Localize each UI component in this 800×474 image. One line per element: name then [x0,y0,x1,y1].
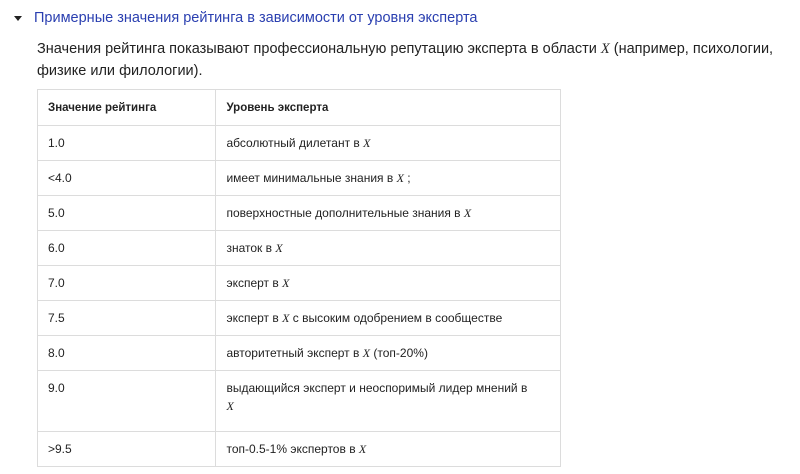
level-suffix: с высоким одобрением в сообществе [289,310,503,325]
level-variable: X [226,399,234,413]
level-variable: X [282,275,290,290]
level-text: поверхностные дополнительные знания в [226,205,464,220]
table-row [38,126,561,161]
level-variable: X [358,441,367,456]
level-text: топ-0.5-1% экспертов в [226,441,359,456]
level-variable: X [275,240,283,255]
rating-table [37,89,561,467]
level-cell [216,126,561,161]
table-row [38,161,561,196]
rating-cell: 8.0 [38,336,216,371]
level-text: эксперт в [226,275,283,290]
level-text: авторитетный эксперт в [226,345,363,360]
level-text: эксперт в [226,310,283,325]
intro-suffix: (например, психологии, физике или филологии). [37,41,774,79]
table-row [38,432,561,467]
table-row [38,266,561,301]
level-cell [216,231,561,266]
rating-cell: 7.0 [38,266,216,301]
table-row [38,336,561,371]
table-row [38,196,561,231]
rating-cell: <4.0 [38,161,216,196]
level-suffix: (топ-20%) [370,345,428,360]
level-cell [216,266,561,301]
rating-cell: 1.0 [38,126,216,161]
intro-prefix: Значения рейтинга показывают профессиональную репутацию эксперта в области [37,41,601,57]
caret-down-icon[interactable] [14,16,22,21]
level-text: выдающийся эксперт и неоспоримый лидер мнений в [226,381,528,395]
section-toggle[interactable] [14,8,477,28]
level-variable: X [282,310,290,325]
level-text: знаток в [226,240,276,255]
level-cell [216,196,561,231]
level-suffix: ; [403,170,411,185]
level-variable: X [362,345,371,360]
header-level: Уровень эксперта [216,90,561,126]
intro-paragraph [37,38,797,82]
rating-cell: 7.5 [38,301,216,336]
intro-variable: X [600,41,610,57]
level-cell [216,371,561,432]
table-row [38,371,561,432]
section-title[interactable]: Примерные значения рейтинга в зависимости от уровня эксперта [34,10,478,26]
rating-cell: 5.0 [38,196,216,231]
table-row [38,231,561,266]
level-text: имеет минимальные знания в [226,170,397,185]
level-cell [216,161,561,196]
level-variable: X [363,135,371,150]
rating-cell: >9.5 [38,432,216,467]
rating-cell: 9.0 [38,371,216,432]
level-text: абсолютный дилетант в [226,135,364,150]
level-cell [216,336,561,371]
level-variable: X [396,170,404,185]
level-cell [216,301,561,336]
header-rating: Значение рейтинга [38,90,216,126]
table-header-row [38,90,561,126]
rating-cell: 6.0 [38,231,216,266]
level-variable: X [463,205,472,220]
level-cell [216,432,561,467]
table-row [38,301,561,336]
